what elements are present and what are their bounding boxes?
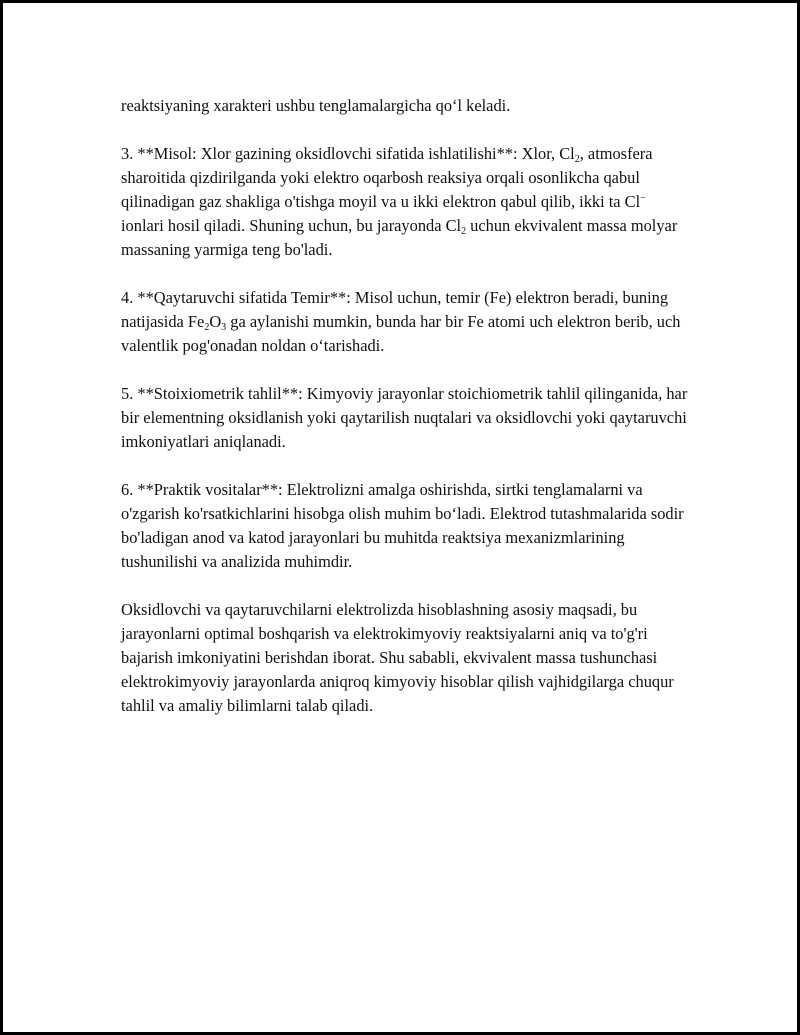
paragraph-text: 6. **Praktik vositalar**: Elektrolizni amalga oshirishda, sirtki tenglamalarni va o'zgarish ko'rsatkichlarini hisobga olish muhim bo‘ladi. Elektrod tutashmalarida sodir bo'ladigan anod va katod jarayonlari bu muhitda reaktsiya mexanizmlarining tushunilishi va analizida muhimdir. — [121, 480, 684, 571]
paragraph-text: 3. **Misol: Xlor gazining oksidlovchi sifatida ishlatilishi**: Xlor, Cl — [121, 144, 575, 163]
paragraph-text: 4. **Qaytaruvchi sifatida Temir**: Misol uchun, temir (Fe) elektron beradi, buning natijasida Fe — [121, 288, 669, 331]
superscript: − — [640, 193, 646, 204]
subscript: 3 — [221, 322, 227, 333]
paragraph-conclusion — [121, 598, 691, 718]
paragraph-practical-tools — [121, 478, 691, 574]
subscript: 2 — [461, 226, 467, 237]
paragraph-text: reaktsiyaning xarakteri ushbu tenglamalargicha qo‘l keladi. — [121, 96, 511, 115]
paragraph-intro-continuation — [121, 94, 691, 118]
paragraph-text: 5. **Stoixiometrik tahlil**: Kimyoviy jarayonlar stoichiometrik tahlil qilinganida, har bir elementning oksidlanish yoki qaytarilish nuqtalari va oksidlovchi yoki qaytaruvchi imkoniyatlari aniqlanadi. — [121, 384, 688, 451]
paragraph-text: uchun ekvivalent massa molyar massaning yarmiga teng bo'ladi. — [121, 216, 678, 259]
paragraph-text: O — [209, 312, 222, 331]
paragraph-iron-reducer — [121, 286, 691, 358]
paragraph-chlorine-example — [121, 142, 691, 262]
paragraph-stoichiometric-analysis — [121, 382, 691, 454]
paragraph-text: , atmosfera sharoitida qizdirilganda yoki elektro oqarbosh reaksiya orqali osonlikcha qabul qilinadigan gaz shakliga o'tishga moyil va u ikki elektron qabul qilib, ikki ta Cl — [121, 144, 653, 211]
subscript: 2 — [204, 322, 210, 333]
document-body — [121, 94, 691, 742]
paragraph-text: ionlari hosil qiladi. Shuning uchun, bu jarayonda Cl — [121, 216, 462, 235]
paragraph-text: Oksidlovchi va qaytaruvchilarni elektrolizda hisoblashning asosiy maqsadi, bu jarayonlarni optimal boshqarish va elektrokimyoviy reaktsiyalarni aniq va to'g'ri bajarish imkoniyatini berishdan iborat. Shu sababli, ekvivalent massa tushunchasi elektrokimyoviy jarayonlarda aniqroq kimyoviy hisoblar qilish vajhidgilarga chuqur tahlil va amaliy bilimlarni talab qiladi. — [121, 600, 674, 715]
paragraph-text: ga aylanishi mumkin, bunda har bir Fe atomi uch elektron berib, uch valentlik pog'onadan noldan o‘tarishadi. — [121, 312, 681, 355]
subscript: 2 — [574, 154, 580, 165]
